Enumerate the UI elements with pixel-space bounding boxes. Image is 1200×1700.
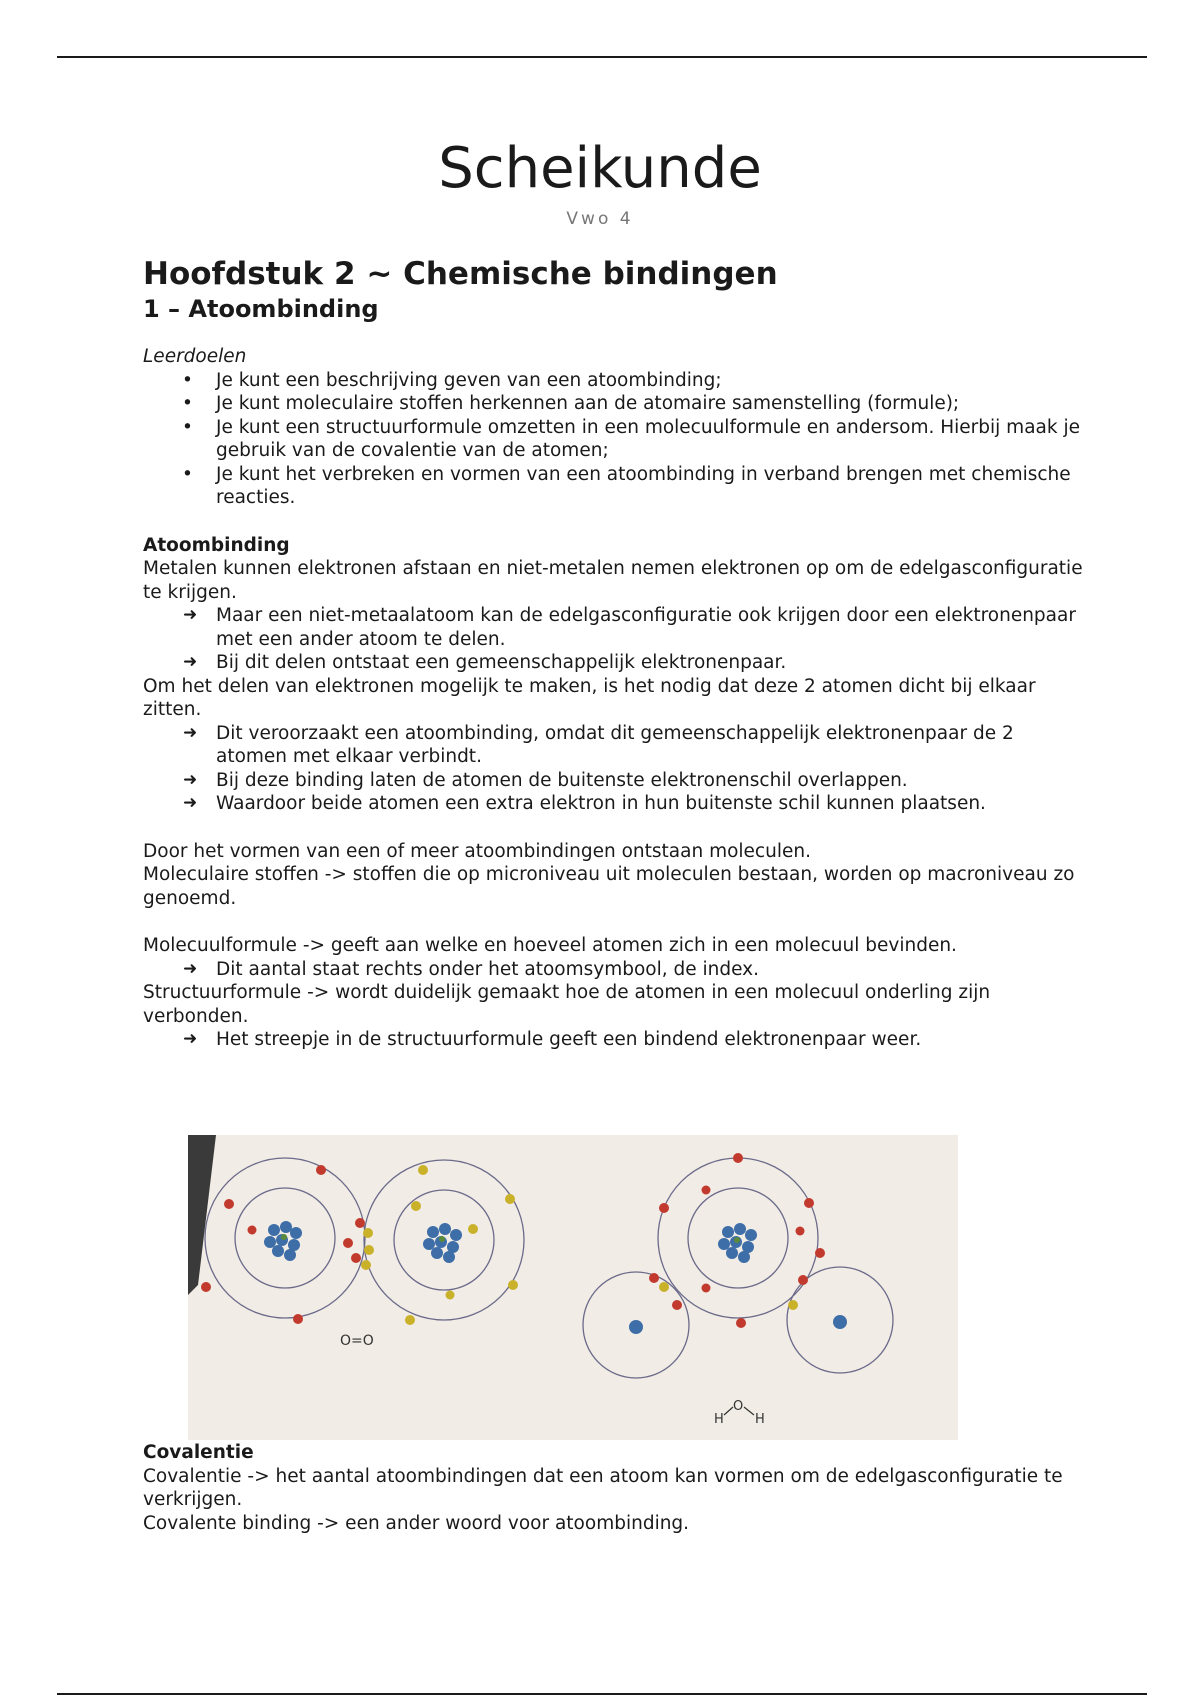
h2o-hydrogen-label-left: H <box>714 1412 724 1427</box>
arrow-point: ➜ Maar een niet-metaalatoom kan de edelgasconfiguratie ook krijgen door een elektronenpaar met een ander atoom te delen. <box>183 605 1076 650</box>
arrow-point: ➜ Bij dit delen ontstaat een gemeenschappelijk elektronenpaar. <box>183 652 787 673</box>
h2o-oxygen-label: O <box>733 1399 744 1414</box>
chapter-title: Hoofdstuk 2 ~ Chemische bindingen <box>143 256 778 292</box>
covalente-binding-definition: Covalente binding -> een ander woord voor atoombinding. <box>143 1512 690 1534</box>
arrow-right-icon: ➜ <box>183 793 198 813</box>
arrow-right-icon: ➜ <box>183 769 198 790</box>
o2-electrons <box>201 1165 518 1325</box>
arrow-point: ➜ Het streepje in de structuurformule geeft een bindend elektronenpaar weer. <box>183 1029 922 1050</box>
arrow-point: ➜ Bij deze binding laten de atomen de buitenste elektronenschil overlappen. <box>183 769 908 791</box>
covalentie-section <box>143 1441 1083 1535</box>
bohr-model-illustration <box>188 1135 958 1440</box>
arrow-right-icon: ➜ <box>183 652 198 672</box>
arrow-right-icon: ➜ <box>183 958 198 979</box>
atoombinding-intro: Metalen kunnen elektronen afstaan en niet-metalen nemen elektronen op om de edelgasconfiguratie te krijgen. <box>143 558 1083 603</box>
arrow-point: ➜ Waardoor beide atomen een extra elektron in hun buitenste schil kunnen plaatsen. <box>183 793 986 814</box>
structuurformule-line: Structuurformule -> wordt duidelijk gemaakt hoe de atomen in een molecuul onderling zijn verbonden. <box>143 982 991 1027</box>
o2-formula-label: O=O <box>340 1333 374 1349</box>
molecuulformule-line: Molecuulformule -> geeft aan welke en hoeveel atomen zich in een molecuul bevinden. <box>143 935 957 956</box>
section-title: 1 – Atoombinding <box>143 295 379 323</box>
h2o-molecule-model <box>583 1158 893 1378</box>
learning-goal-item: • Je kunt een beschrijving geven van een atoombinding; <box>216 369 1083 393</box>
o2-molecule-model <box>205 1158 524 1320</box>
learning-goal-item: • Je kunt moleculaire stoffen herkennen aan de atomaire samenstelling (formule); <box>216 392 1083 416</box>
arrow-point: ➜ Dit aantal staat rechts onder het atoomsymbool, de index. <box>183 958 760 980</box>
arrow-right-icon: ➜ <box>183 722 198 743</box>
learning-goal-item: • Je kunt een structuurformule omzetten in een molecuulformule en andersom. Hierbij maak je gebruik van de covalentie van de atomen; <box>216 416 1083 463</box>
top-rule <box>57 56 1147 58</box>
h2o-hydrogen-label-right: H <box>755 1412 765 1427</box>
arrow-right-icon: ➜ <box>183 1029 198 1049</box>
atoombinding-para2: Om het delen van elektronen mogelijk te maken, is het nodig dat deze 2 atomen dicht bij elkaar zitten. <box>143 675 1036 720</box>
molecular-substances-line: Moleculaire stoffen -> stoffen die op microniveau uit moleculen bestaan, worden op macroniveau zo genoemd. <box>143 864 1075 909</box>
molecules-line: Door het vormen van een of meer atoombindingen ontstaan moleculen. <box>143 840 811 862</box>
arrow-right-icon: ➜ <box>183 605 198 625</box>
covalentie-definition: Covalentie -> het aantal atoombindingen dat een atoom kan vormen om de edelgasconfiguratie te verkrijgen. <box>143 1465 1063 1510</box>
document-title: Scheikunde <box>438 136 762 201</box>
document-subtitle: Vwo 4 <box>566 209 634 229</box>
learning-goals-label: Leerdoelen <box>143 346 247 367</box>
atom-binding-photo <box>188 1135 958 1440</box>
learning-goals-list <box>143 369 1083 510</box>
covalentie-heading: Covalentie <box>143 1442 254 1463</box>
atoombinding-heading: Atoombinding <box>143 534 290 556</box>
learning-goal-item: • Je kunt het verbreken en vormen van een atoombinding in verband brengen met chemische reacties. <box>216 463 1083 510</box>
bottom-rule <box>57 1693 1147 1695</box>
main-content <box>143 255 1083 1052</box>
arrow-point: ➜ Dit veroorzaakt een atoombinding, omdat dit gemeenschappelijk elektronenpaar de 2 atomen met elkaar verbindt. <box>183 722 1014 767</box>
